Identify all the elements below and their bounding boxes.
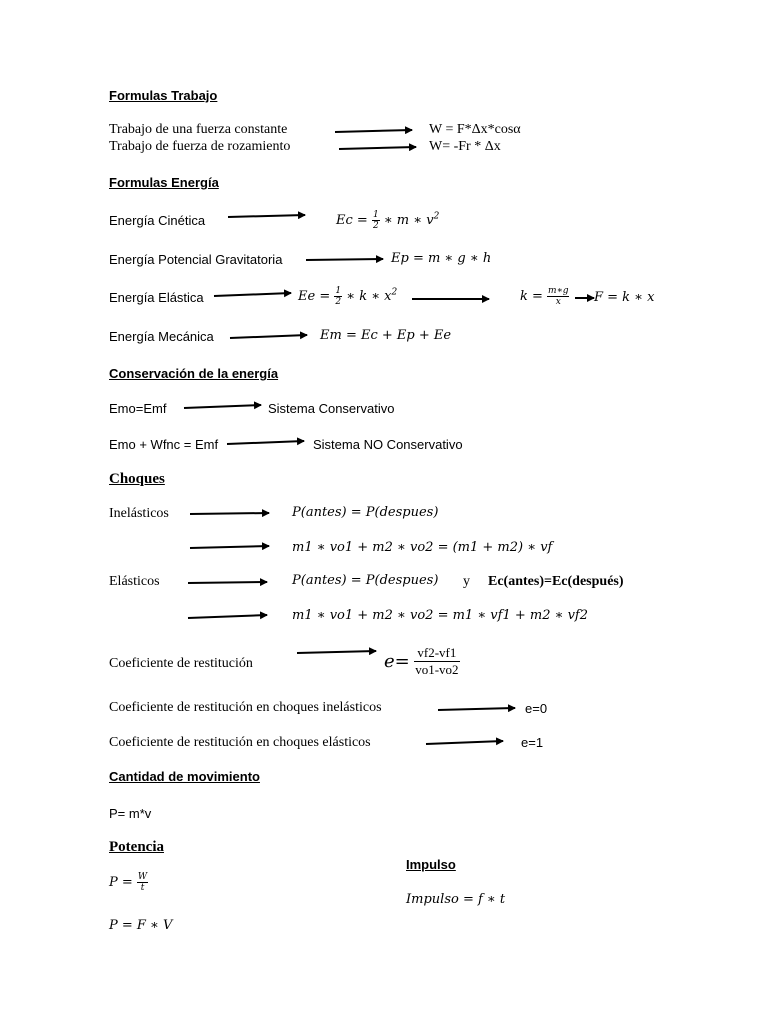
fraction (137, 872, 148, 893)
fraction-numerator: vf2-vf1 (414, 645, 459, 662)
arrow-icon (189, 540, 271, 554)
fraction-denominator: t (140, 883, 145, 893)
fraction (547, 286, 569, 307)
exponent: 2 (433, 211, 440, 222)
conjunction-y: y (463, 574, 470, 589)
formula-elasticos-1: P(antes) = P(despues) (292, 573, 439, 588)
formula-impulso: Impulso = f ∗ t (406, 892, 506, 907)
section-heading-conservacion: Conservación de la energía (109, 366, 279, 381)
arrow-icon (226, 435, 306, 449)
formula-trabajo-rozamiento: W= -Fr * Δx (429, 139, 501, 154)
formula-restitucion (384, 645, 460, 678)
arrow-icon (338, 141, 418, 155)
section-heading-movimiento: Cantidad de movimiento (109, 769, 260, 784)
formula-elasticos-2: m1 ∗ vo1 + m2 ∗ vo2 = m1 ∗ vf1 + m2 ∗ vf2 (292, 608, 589, 623)
fraction-numerator: 1 (335, 286, 342, 296)
label-restitucion: Coeficiente de restitución (109, 656, 253, 671)
formula-lhs: Ec = (336, 213, 368, 228)
fraction-numerator: W (137, 872, 148, 882)
formula-rhs: ∗ m ∗ v (383, 213, 434, 228)
section-heading-impulso: Impulso (406, 857, 456, 872)
formula-cantidad-movimiento: P= m*v (109, 806, 152, 821)
result-no-conservativo: Sistema NO Conservativo (313, 437, 463, 452)
fraction (414, 645, 459, 678)
arrow-icon (213, 287, 293, 301)
arrow-icon (305, 252, 385, 266)
section-heading-choques: Choques (109, 471, 165, 487)
exponent: 2 (391, 287, 398, 298)
arrow-icon (229, 329, 309, 343)
formula-inelasticos-2: m1 ∗ vo1 + m2 ∗ vo2 = (m1 + m2) ∗ vf (292, 540, 553, 555)
label-energia-elastica: Energía Elástica (109, 290, 204, 305)
fraction-denominator: 2 (372, 221, 379, 231)
arrow-icon (574, 291, 596, 305)
label-energia-cinetica: Energía Cinética (109, 213, 206, 228)
label-trabajo-rozamiento: Trabajo de fuerza de rozamiento (109, 139, 291, 154)
arrow-icon (296, 645, 378, 659)
arrow-icon (189, 506, 271, 520)
label-restitucion-inelasticos: Coeficiente de restitución en choques inelásticos (109, 700, 382, 715)
label-no-conservativo: Emo + Wfnc = Emf (109, 437, 219, 452)
arrow-icon (187, 575, 269, 589)
label-trabajo-fuerza-constante: Trabajo de una fuerza constante (109, 122, 288, 137)
formula-potencia-2: P = F ∗ V (109, 918, 173, 933)
fraction-numerator: 1 (372, 210, 379, 220)
formula-energia-mecanica: Em = Ec + Ep + Ee (320, 328, 452, 343)
fraction-denominator: vo1-vo2 (415, 662, 459, 677)
fraction (372, 210, 380, 231)
formula-elasticos-energia: Ec(antes)=Ec(después) (488, 574, 624, 589)
fraction-denominator: x (555, 297, 561, 307)
section-heading-trabajo: Formulas Trabajo (109, 88, 218, 103)
formula-energia-potencial: Ep = m ∗ g ∗ h (391, 251, 492, 266)
value-restitucion-inelasticos: e=0 (525, 701, 548, 716)
arrow-icon (334, 124, 414, 138)
formula-constante-k (520, 286, 569, 307)
arrow-icon (411, 292, 491, 306)
fraction-denominator: 2 (335, 297, 342, 307)
label-conservativo: Emo=Emf (109, 401, 167, 416)
formula-rhs: ∗ k ∗ x (346, 289, 392, 304)
value-restitucion-elasticos: e=1 (521, 735, 544, 750)
formula-lhs: e= (384, 651, 410, 672)
arrow-icon (425, 735, 505, 749)
section-heading-energia: Formulas Energía (109, 175, 219, 190)
formula-inelasticos-1: P(antes) = P(despues) (292, 505, 439, 520)
arrow-icon (227, 209, 307, 223)
arrow-icon (187, 609, 269, 623)
formula-energia-cinetica (336, 210, 439, 231)
fraction (334, 286, 342, 307)
formula-lhs: Ee = (298, 289, 331, 304)
fraction-numerator: m∗g (548, 286, 569, 296)
section-heading-potencia: Potencia (109, 839, 164, 855)
label-inelasticos: Inelásticos (109, 506, 169, 521)
formula-potencia-1 (109, 872, 148, 893)
arrow-icon (183, 399, 263, 413)
formula-trabajo-fuerza-constante: W = F*Δx*cosα (429, 122, 521, 137)
label-energia-mecanica: Energía Mecánica (109, 329, 214, 344)
label-elasticos: Elásticos (109, 574, 160, 589)
arrow-icon (437, 701, 517, 715)
result-conservativo: Sistema Conservativo (268, 401, 395, 416)
formula-fuerza-elastica: F = k ∗ x (594, 290, 655, 305)
label-energia-potencial: Energía Potencial Gravitatoria (109, 252, 283, 267)
formula-lhs: P = (109, 875, 133, 890)
label-restitucion-elasticos: Coeficiente de restitución en choques elásticos (109, 735, 371, 750)
formula-lhs: k = (520, 289, 543, 304)
formula-energia-elastica (298, 286, 397, 307)
